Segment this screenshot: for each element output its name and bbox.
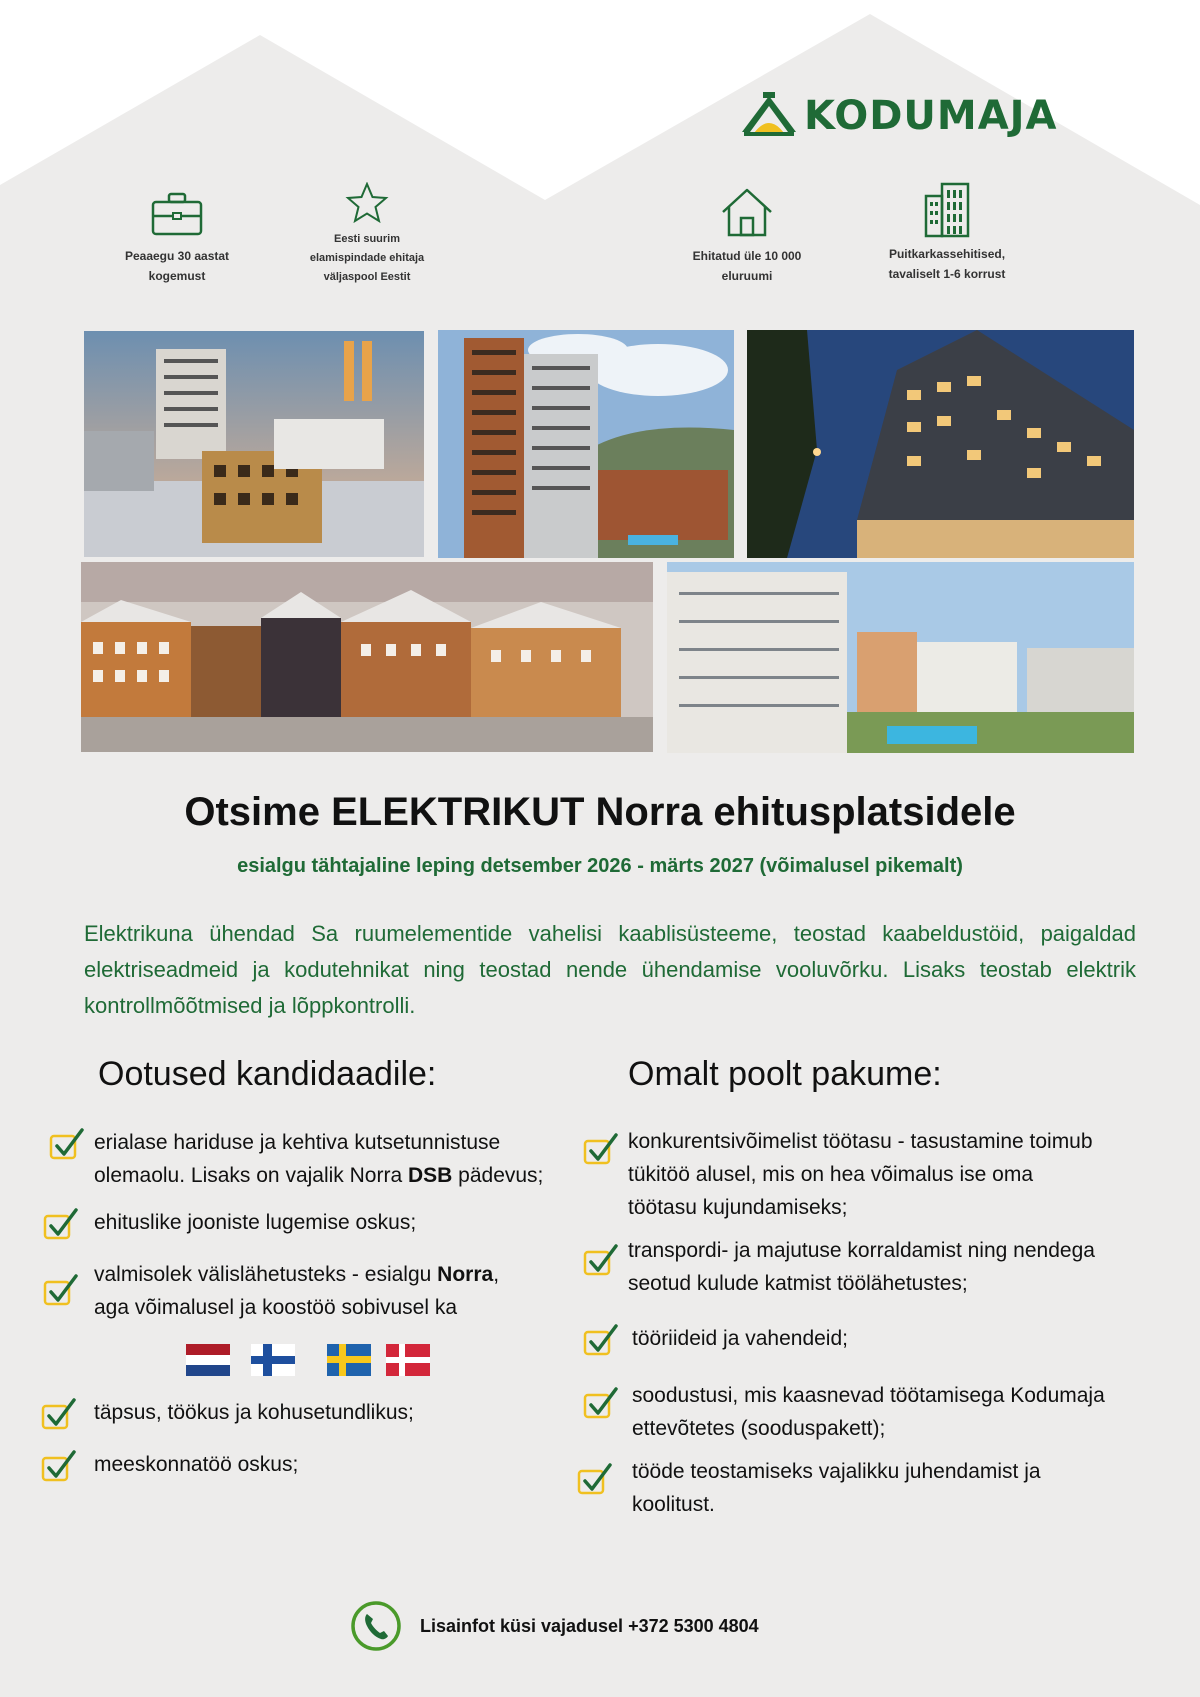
netherlands-flag xyxy=(186,1344,230,1376)
offer-text: konkurentsivõimelist töötasu - tasustamine toimub tükitöö alusel, mis on hea võimalus ise oma töötasu kujundamiseks; xyxy=(628,1130,1093,1219)
check-icon xyxy=(582,1385,620,1421)
contract-period: esialgu tähtajaline leping detsember 2026 - märts 2027 (võimalusel pikemalt) xyxy=(237,855,963,877)
offers-title: Omalt poolt pakume: xyxy=(628,1055,942,1093)
photo-apartments-pool xyxy=(667,562,1134,753)
offer-text: transpordi- ja majutuse korraldamist ning nendega seotud kulude katmist töölähetustes; xyxy=(628,1239,1095,1295)
feature-built-text: Ehitatud üle 10 000 eluruumi xyxy=(692,249,802,283)
check-icon xyxy=(48,1126,86,1162)
check-icon xyxy=(582,1242,620,1278)
check-icon xyxy=(576,1461,614,1497)
photo-tall-tower xyxy=(438,330,734,558)
phone-icon[interactable] xyxy=(350,1600,402,1652)
contact-info xyxy=(350,1600,759,1652)
expectation-text: erialase hariduse ja kehtiva kutsetunnistuse olemaolu. Lisaks on vajalik Norra xyxy=(94,1131,501,1187)
offer-item xyxy=(582,1125,1122,1224)
building-icon xyxy=(924,182,970,238)
star-icon xyxy=(345,182,389,224)
feature-built xyxy=(662,186,832,286)
expectation-text: valmisolek välislähetusteks - esialgu xyxy=(94,1263,438,1286)
logo-house-icon xyxy=(740,92,798,140)
offer-item xyxy=(576,1455,1146,1521)
check-icon xyxy=(40,1448,78,1484)
expectation-item xyxy=(42,1258,522,1324)
feature-experience xyxy=(92,192,262,286)
house-icon xyxy=(719,186,775,238)
offer-item xyxy=(582,1234,1142,1300)
check-icon xyxy=(40,1396,78,1432)
feature-experience-text: Peaaegu 30 aastat kogemust xyxy=(124,249,230,283)
finland-flag xyxy=(251,1344,295,1376)
offer-item xyxy=(582,1379,1152,1445)
denmark-flag xyxy=(386,1344,430,1376)
expectation-item xyxy=(40,1448,540,1484)
expectation-text: meeskonnatöö oskus; xyxy=(94,1453,299,1476)
kodumaja-logo xyxy=(740,92,1058,140)
offer-text: tööde teostamiseks vajalikku juhendamist ja koolitust. xyxy=(632,1460,1041,1516)
photo-winter-facades xyxy=(81,562,653,752)
expectation-text: pädevus; xyxy=(452,1164,544,1187)
sweden-flag xyxy=(324,1344,374,1376)
expectation-text: , aga võimalusel ja koostöö sobivusel ka xyxy=(94,1263,500,1319)
feature-largest-text: Eesti suurim elamispindade ehitaja väljaspool Eestit xyxy=(309,233,425,283)
expectations-title: Ootused kandidaadile: xyxy=(98,1055,437,1093)
check-icon xyxy=(42,1272,80,1308)
expectation-item xyxy=(40,1396,540,1432)
contact-text: Lisainfot küsi vajadusel +372 5300 4804 xyxy=(420,1615,759,1636)
photo-city-buildings xyxy=(84,331,424,557)
expectation-item xyxy=(48,1126,578,1192)
check-icon xyxy=(42,1206,80,1242)
job-headline: Otsime ELEKTRIKUT Norra ehitusplatsidele xyxy=(184,790,1016,834)
expectation-text: ehituslike jooniste lugemise oskus; xyxy=(94,1211,417,1234)
check-icon xyxy=(582,1322,620,1358)
check-icon xyxy=(582,1131,620,1167)
expectation-text: täpsus, töökus ja kohusetundlikus; xyxy=(94,1401,414,1424)
offer-text: tööriideid ja vahendeid; xyxy=(632,1327,848,1350)
feature-largest xyxy=(282,182,452,287)
expectation-bold: DSB xyxy=(407,1164,453,1187)
expectation-bold: Norra xyxy=(437,1263,494,1286)
job-description: Elektrikuna ühendad Sa ruumelementide vahelisi kaablisüsteeme, teostad kaabeldustöid, paigaldad elektriseadmeid ja kodutehnikat ning teostad nende ühendamise vooluvõrku. Lisaks teostab elektrik kontrollmõõtmised ja lõppkontrolli. xyxy=(84,921,1136,1018)
photo-night-building xyxy=(747,330,1134,558)
expectation-item xyxy=(42,1206,572,1242)
logo-text: KODUMAJA xyxy=(804,93,1058,139)
offer-item xyxy=(582,1322,1122,1358)
feature-woodframe xyxy=(862,182,1032,284)
offer-text: soodustusi, mis kaasnevad töötamisega Kodumaja ettevõtetes (sooduspakett); xyxy=(632,1384,1105,1440)
briefcase-icon xyxy=(151,192,203,236)
feature-woodframe-text: Puitkarkassehitised, tavaliselt 1-6 korrust xyxy=(888,247,1006,281)
